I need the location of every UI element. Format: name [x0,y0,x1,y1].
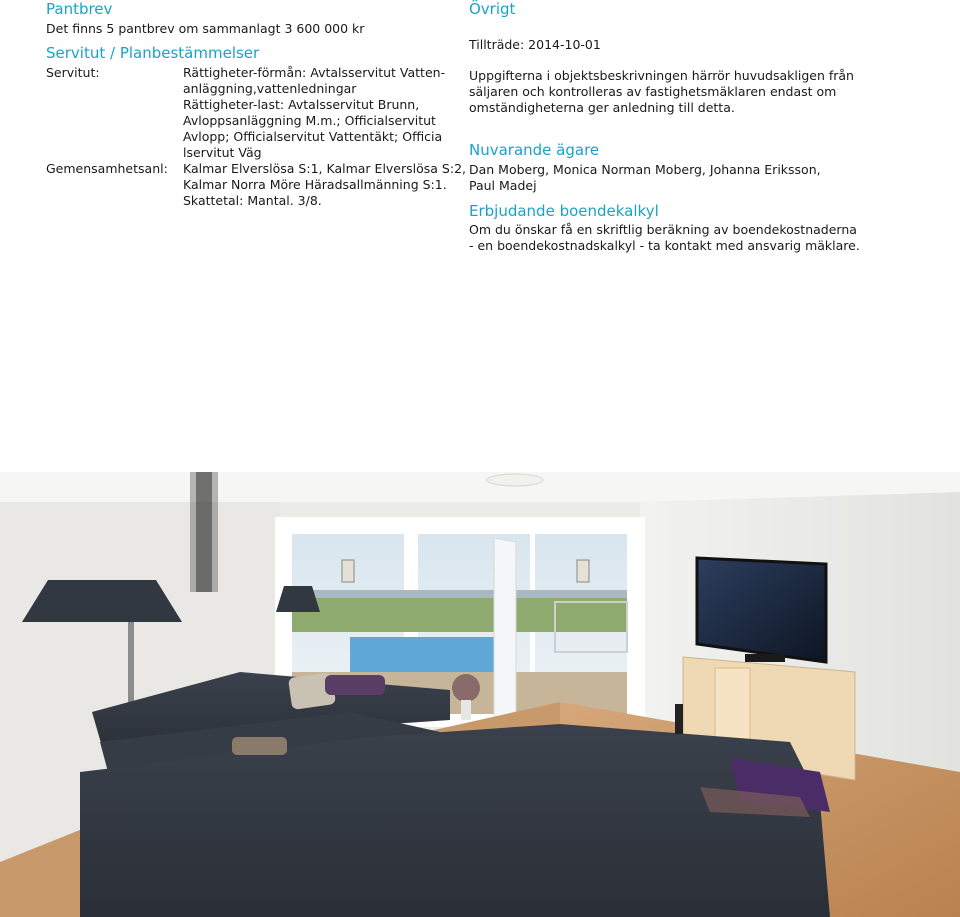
ovrigt-line: omständigheterna ger anledning till detta. [469,100,735,115]
servitut-line: lservitut Väg [183,145,262,160]
tilltrade-text: Tillträde: 2014-10-01 [469,37,601,52]
nuvarande-agare-text [469,162,821,194]
boendekalkyl-line: Om du önskar få en skriftlig beräkning av boendekostnaderna [469,222,857,237]
gemensamhetsanl-line: Skattetal: Mantal. 3/8. [183,193,322,208]
servitut-line: anläggning,vattenledningar [183,81,357,96]
ovrigt-line: Uppgifterna i objektsbeskrivningen härrör huvudsakligen från [469,68,854,83]
ovrigt-text [469,68,854,116]
boendekalkyl-text [469,222,860,254]
gemensamhetsanl-line: Kalmar Norra Möre Häradsallmänning S:1. [183,177,447,192]
nuvarande-agare-heading: Nuvarande ägare [469,141,600,159]
boendekalkyl-heading: Erbjudande boendekalkyl [469,202,659,220]
servitut-value [183,65,463,161]
ovrigt-line: säljaren och kontrolleras av fastighetsmäklaren endast om [469,84,837,99]
gemensamhetsanl-label: Gemensamhetsanl: [46,161,168,176]
gemensamhetsanl-line: Kalmar Elverslösa S:1, Kalmar Elverslösa S:2, [183,161,466,176]
pantbrev-heading: Pantbrev [46,0,113,18]
servitut-line: Avlopp; Officialservitut Vattentäkt; Officia [183,129,443,144]
servitut-line: Avloppsanläggning M.m.; Officialservitut [183,113,436,128]
servitut-label: Servitut: [46,65,100,80]
servitut-line: Rättigheter-last: Avtalsservitut Brunn, [183,97,420,112]
pantbrev-text: Det finns 5 pantbrev om sammanlagt 3 600 000 kr [46,21,365,36]
owner-line: Paul Madej [469,178,537,193]
ovrigt-heading: Övrigt [469,0,516,18]
servitut-heading: Servitut / Planbestämmelser [46,44,260,62]
boendekalkyl-line: - en boendekostnadskalkyl - ta kontakt med ansvarig mäklare. [469,238,860,253]
living-room-photo [0,472,960,917]
owner-line: Dan Moberg, Monica Norman Moberg, Johanna Eriksson, [469,162,821,177]
gemensamhetsanl-value [183,161,466,209]
servitut-line: Rättigheter-förmån: Avtalsservitut Vatten- [183,65,446,80]
